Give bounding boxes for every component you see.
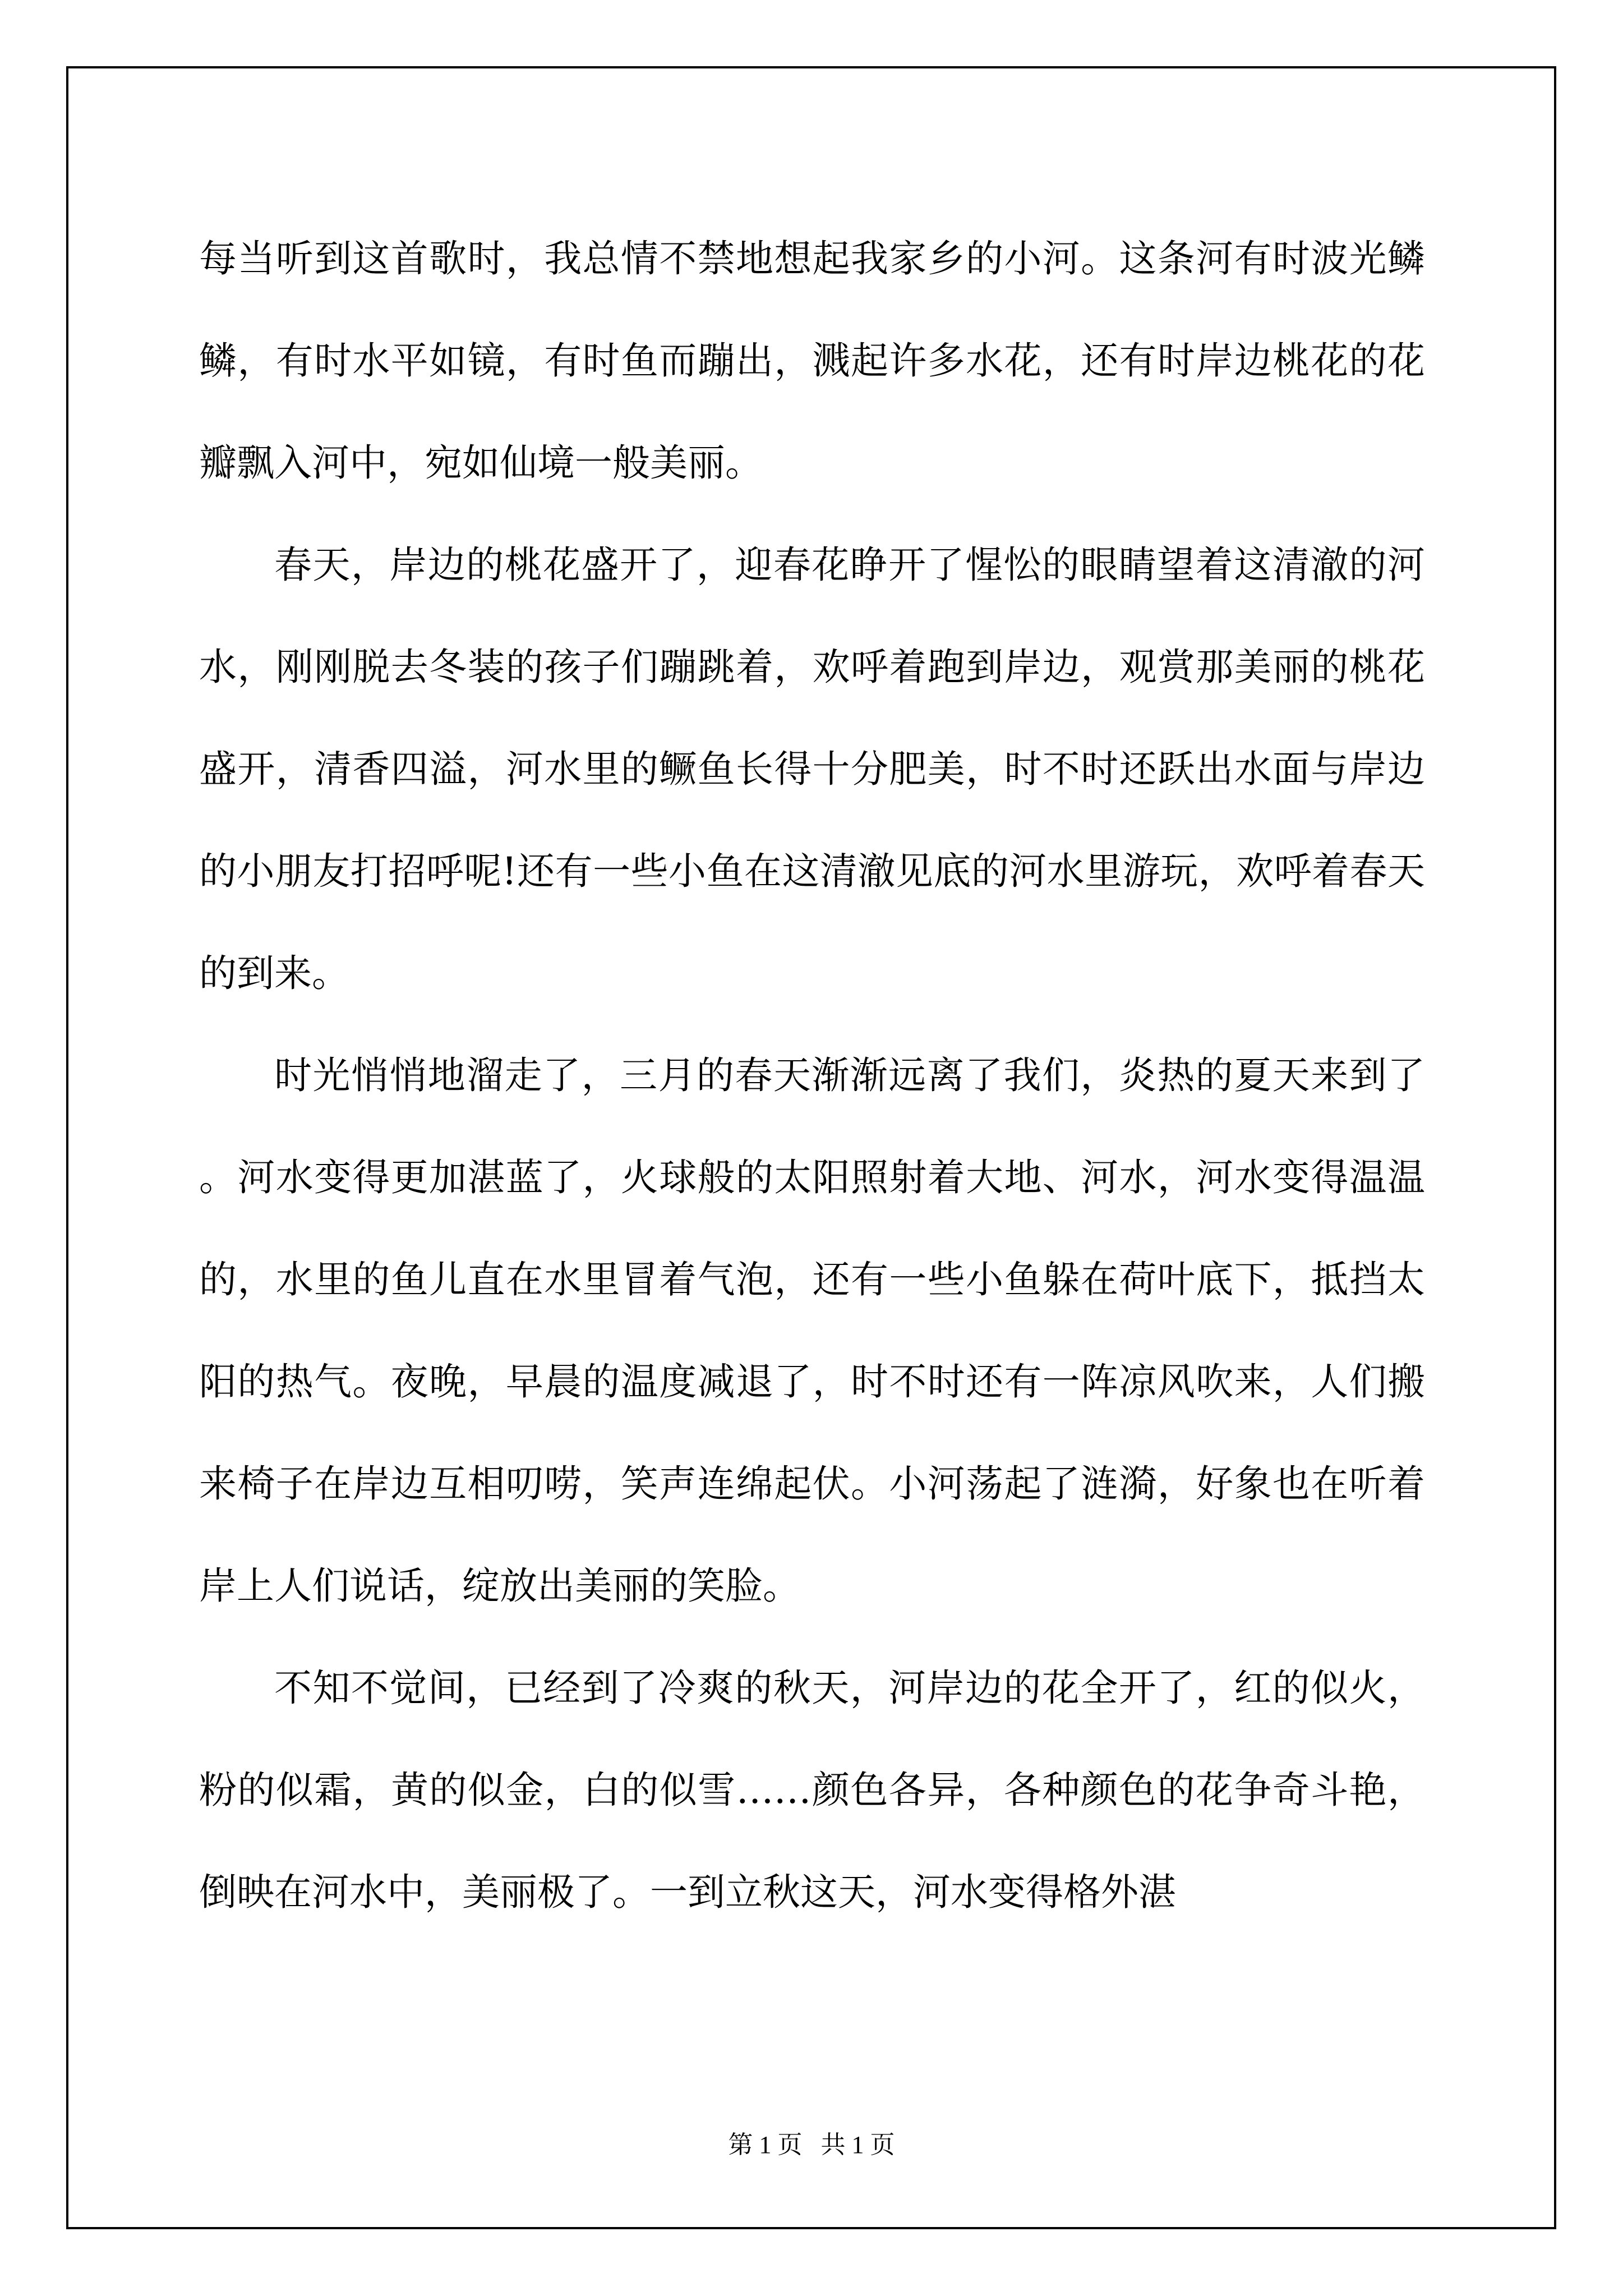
paragraph-summer: 时光悄悄地溜走了，三月的春天渐渐远离了我们，炎热的夏天来到了。河水变得更加湛蓝了，火球般的太阳照射着大地、河水，河水变得温温的，水里的鱼儿直在水里冒着气泡，还有一些小鱼躲在荷叶底下，抵挡太阳的热气。夜晚，早晨的温度减退了，时不时还有一阵凉风吹来，人们搬来椅子在岸边互相叨唠，笑声连绵起伏。小河荡起了涟漪，好象也在听着岸上人们说话，绽放出美丽的笑脸。 xyxy=(199,1053,1425,1608)
paragraph-autumn: 不知不觉间，已经到了冷爽的秋天，河岸边的花全开了，红的似火，粉的似霜，黄的似金，白的似雪……颜色各异，各种颜色的花争奇斗艳，倒映在河水中，美丽极了。一到立秋这天，河水变得格外湛 xyxy=(199,1666,1425,1914)
paragraph-spring: 春天，岸边的桃花盛开了，迎春花睁开了惺忪的眼睛望着这清澈的河水，刚刚脱去冬装的孩子们蹦跳着，欢呼着跑到岸边，观赏那美丽的桃花盛开，清香四溢，河水里的鳜鱼长得十分肥美，时不时还跃出水面与岸边的小朋友打招呼呢!还有一些小鱼在这清澈见底的河水里游玩，欢呼着春天的到来。 xyxy=(199,543,1425,995)
page-number: 第 1 页 xyxy=(728,2131,803,2159)
page-footer xyxy=(0,2124,1623,2160)
document-body xyxy=(199,208,1425,1943)
paragraph-intro: 每当听到这首歌时，我总情不禁地想起我家乡的小河。这条河有时波光鳞鳞，有时水平如镜，有时鱼而蹦出，溅起许多水花，还有时岸边桃花的花瓣飘入河中，宛如仙境一般美丽。 xyxy=(199,237,1425,485)
page-total: 共 1 页 xyxy=(820,2131,895,2159)
